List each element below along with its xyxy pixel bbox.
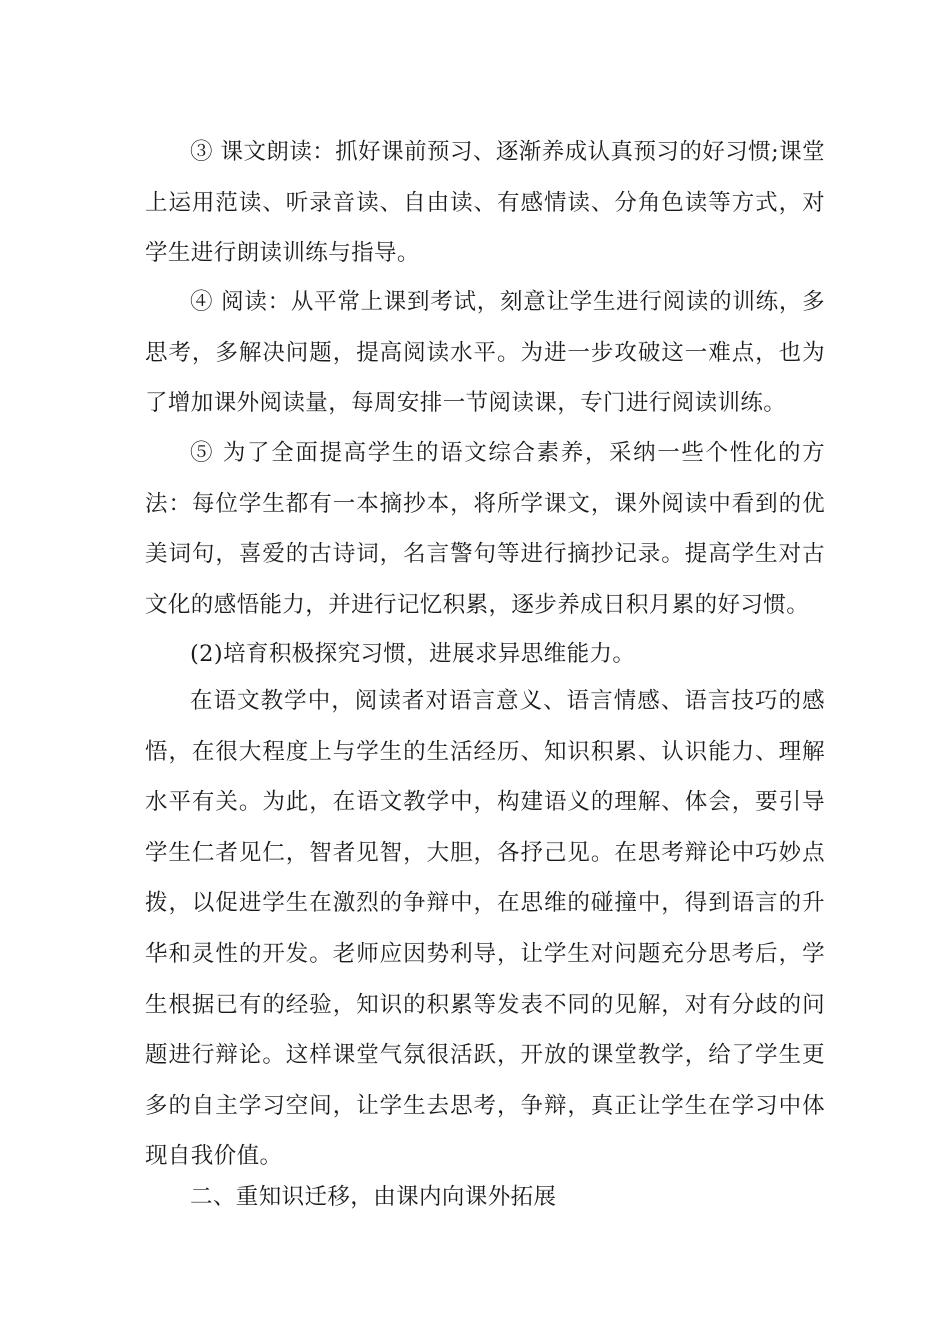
paragraph-excerpt-notebook: ⑤ 为了全面提高学生的语文综合素养，采纳一些个性化的方法：每位学生都有一本摘抄本，将所学课文，课外阅读中看到的优美词句，喜爱的古诗词，名言警句等进行摘抄记录。提高学生对古文化的感悟能力，并进行记忆积累，逐步养成日积月累的好习惯。 — [145, 440, 825, 618]
paragraph-language-perception: 在语文教学中，阅读者对语言意义、语言情感、语言技巧的感悟，在很大程度上与学生的生活经历、知识积累、认识能力、理解水平有关。为此，在语文教学中，构建语义的理解、体会，要引导学生仁者见仁，智者见智，大胆，各抒己见。在思考辩论中巧妙点拨，以促进学生在激烈的争辩中，在思维的碰撞中，得到语言的升华和灵性的开发。老师应因势利导，让学生对问题充分思考后，学生根据已有的经验，知识的积累等发表不同的见解，对有分歧的问题进行辩论。这样课堂气氛很活跃，开放的课堂教学，给了学生更多的自主学习空间，让学生去思考，争辩，真正让学生在学习中体现自我价值。 — [145, 688, 825, 1170]
section-heading-knowledge-transfer: 二、重知识迁移，由课内向课外拓展 — [190, 1184, 557, 1210]
paragraph-reading-training: ④ 阅读：从平常上课到考试，刻意让学生进行阅读的训练，多思考，多解决问题，提高阅读水平。为进一步攻破这一难点，也为了增加课外阅读量，每周安排一节阅读课，专门进行阅读训练。 — [145, 289, 825, 417]
paragraph-reading-aloud: ③ 课文朗读：抓好课前预习、逐渐养成认真预习的好习惯;课堂上运用范读、听录音读、自由读、有感情读、分角色读等方式，对学生进行朗读训练与指导。 — [145, 139, 825, 267]
section-heading-inquiry-habit: (2)培育积极探究习惯，进展求异思维能力。 — [190, 641, 636, 667]
